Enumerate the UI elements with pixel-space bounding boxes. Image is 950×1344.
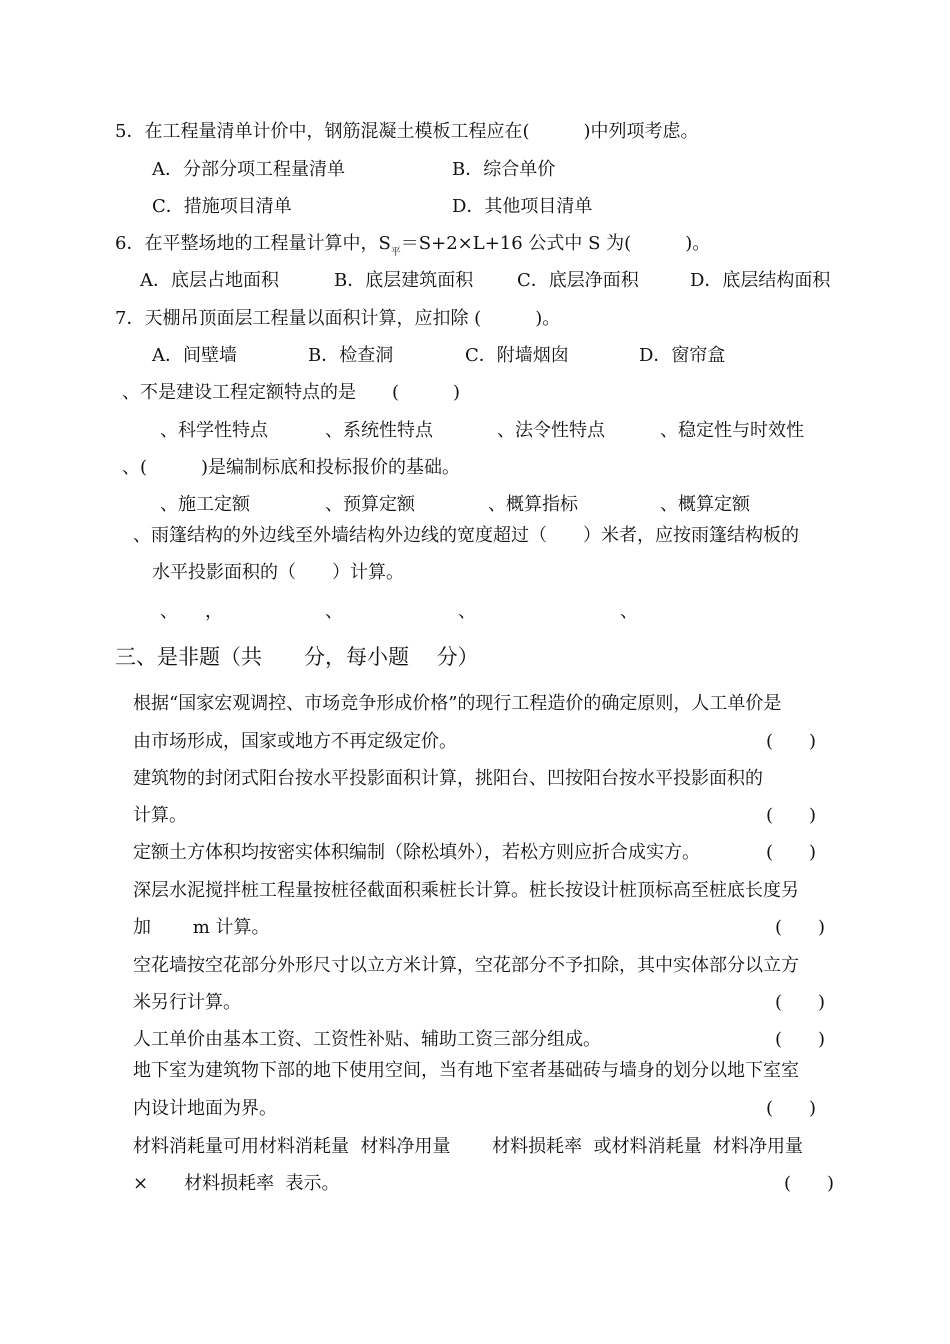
q10-option-d: 、 [620, 601, 638, 622]
q5-option-d: D．其他项目清单 [452, 196, 593, 217]
q6-option-d: D．底层结构面积 [690, 270, 831, 291]
q7-stem: 7．天棚吊顶面层工程量以面积计算，应扣除 ( )。 [115, 308, 561, 329]
tf-item-4-answer-paren: ( ) [775, 917, 826, 938]
q8-option-c: 、法令性特点 [497, 420, 605, 441]
q9-option-a: 、施工定额 [160, 494, 250, 515]
q7-option-a: A．间壁墙 [152, 345, 237, 366]
tf-item-3-line1: 定额土方体积均按密实体积编制（除松填外），若松方则应折合成实方。 [133, 842, 700, 863]
tf-item-1-line1: 根据“国家宏观调控、市场竞争形成价格”的现行工程造价的确定原则，人工单价是 [133, 693, 782, 714]
tf-item-8-answer-paren: ( ) [784, 1173, 835, 1194]
tf-item-8-line2: × 材料损耗率 表示。 [133, 1173, 340, 1194]
q5-stem: 5．在工程量清单计价中，钢筋混凝土模板工程应在( )中列项考虑。 [115, 121, 699, 142]
q9-option-b: 、预算定额 [325, 494, 415, 515]
q6-stem-subscript: 平 [390, 247, 401, 258]
tf-item-7-line1: 地下室为建筑物下部的地下使用空间，当有地下室者基础砖与墙身的划分以地下室室 [133, 1060, 799, 1081]
tf-item-7-answer-paren: ( ) [766, 1098, 817, 1119]
q10-stem-line2: 水平投影面积的（ ）计算。 [152, 562, 404, 583]
q5-option-a: A．分部分项工程量清单 [152, 159, 345, 180]
q10-option-a: 、 ， [160, 601, 223, 622]
q8-option-a: 、科学性特点 [160, 420, 268, 441]
section-3-title: 三、是非题（共 分，每小题 分） [115, 645, 479, 669]
q5-option-b: B．综合单价 [452, 159, 556, 180]
q6-stem-pre: 6．在平整场地的工程量计算中，S [115, 233, 391, 254]
q9-option-d: 、概算定额 [660, 494, 750, 515]
q8-stem: 、不是建设工程定额特点的是 ( ) [122, 382, 461, 403]
tf-item-2-line1: 建筑物的封闭式阳台按水平投影面积计算，挑阳台、凹按阳台按水平投影面积的 [133, 768, 763, 789]
q9-stem: 、( )是编制标底和投标报价的基础。 [122, 457, 461, 478]
tf-item-3-answer-paren: ( ) [766, 842, 817, 863]
q6-stem-post: ＝S+2×L+16 公式中 S 为( )。 [400, 233, 711, 254]
q6-stem [115, 232, 710, 259]
q7-option-d: D．窗帘盒 [639, 345, 726, 366]
q10-stem-line1: 、雨篷结构的外边线至外墙结构外边线的宽度超过（ ）米者，应按雨篷结构板的 [133, 525, 799, 546]
q8-option-d: 、稳定性与时效性 [660, 420, 804, 441]
q9-option-c: 、概算指标 [488, 494, 578, 515]
q8-option-b: 、系统性特点 [325, 420, 433, 441]
tf-item-7-line2: 内设计地面为界。 [133, 1098, 277, 1119]
tf-item-1-line2: 由市场形成，国家或地方不再定级定价。 [133, 731, 457, 752]
tf-item-5-line1: 空花墙按空花部分外形尺寸以立方米计算，空花部分不予扣除，其中实体部分以立方 [133, 955, 799, 976]
tf-item-4-line2: 加 m 计算。 [133, 917, 270, 938]
q10-option-b: 、 [325, 601, 343, 622]
q7-option-c: C．附墙烟囱 [465, 345, 569, 366]
q6-option-a: A．底层占地面积 [140, 270, 279, 291]
tf-item-5-line2: 米另行计算。 [133, 992, 241, 1013]
q7-option-b: B．检查洞 [308, 345, 394, 366]
q6-option-c: C．底层净面积 [517, 270, 639, 291]
tf-item-4-line1: 深层水泥搅拌桩工程量按桩径截面积乘桩长计算。桩长按设计桩顶标高至桩底长度另 [133, 880, 799, 901]
q10-option-c: 、 [458, 601, 476, 622]
q5-option-c: C．措施项目清单 [152, 196, 292, 217]
tf-item-1-answer-paren: ( ) [766, 731, 817, 752]
tf-item-2-answer-paren: ( ) [766, 805, 817, 826]
q6-option-b: B．底层建筑面积 [334, 270, 474, 291]
tf-item-6-answer-paren: ( ) [775, 1029, 826, 1050]
tf-item-2-line2: 计算。 [133, 805, 187, 826]
tf-item-5-answer-paren: ( ) [775, 992, 826, 1013]
tf-item-8-line1: 材料消耗量可用材料消耗量 材料净用量 材料损耗率 或材料消耗量 材料净用量 [133, 1136, 804, 1157]
tf-item-6-line1: 人工单价由基本工资、工资性补贴、辅助工资三部分组成。 [133, 1029, 601, 1050]
